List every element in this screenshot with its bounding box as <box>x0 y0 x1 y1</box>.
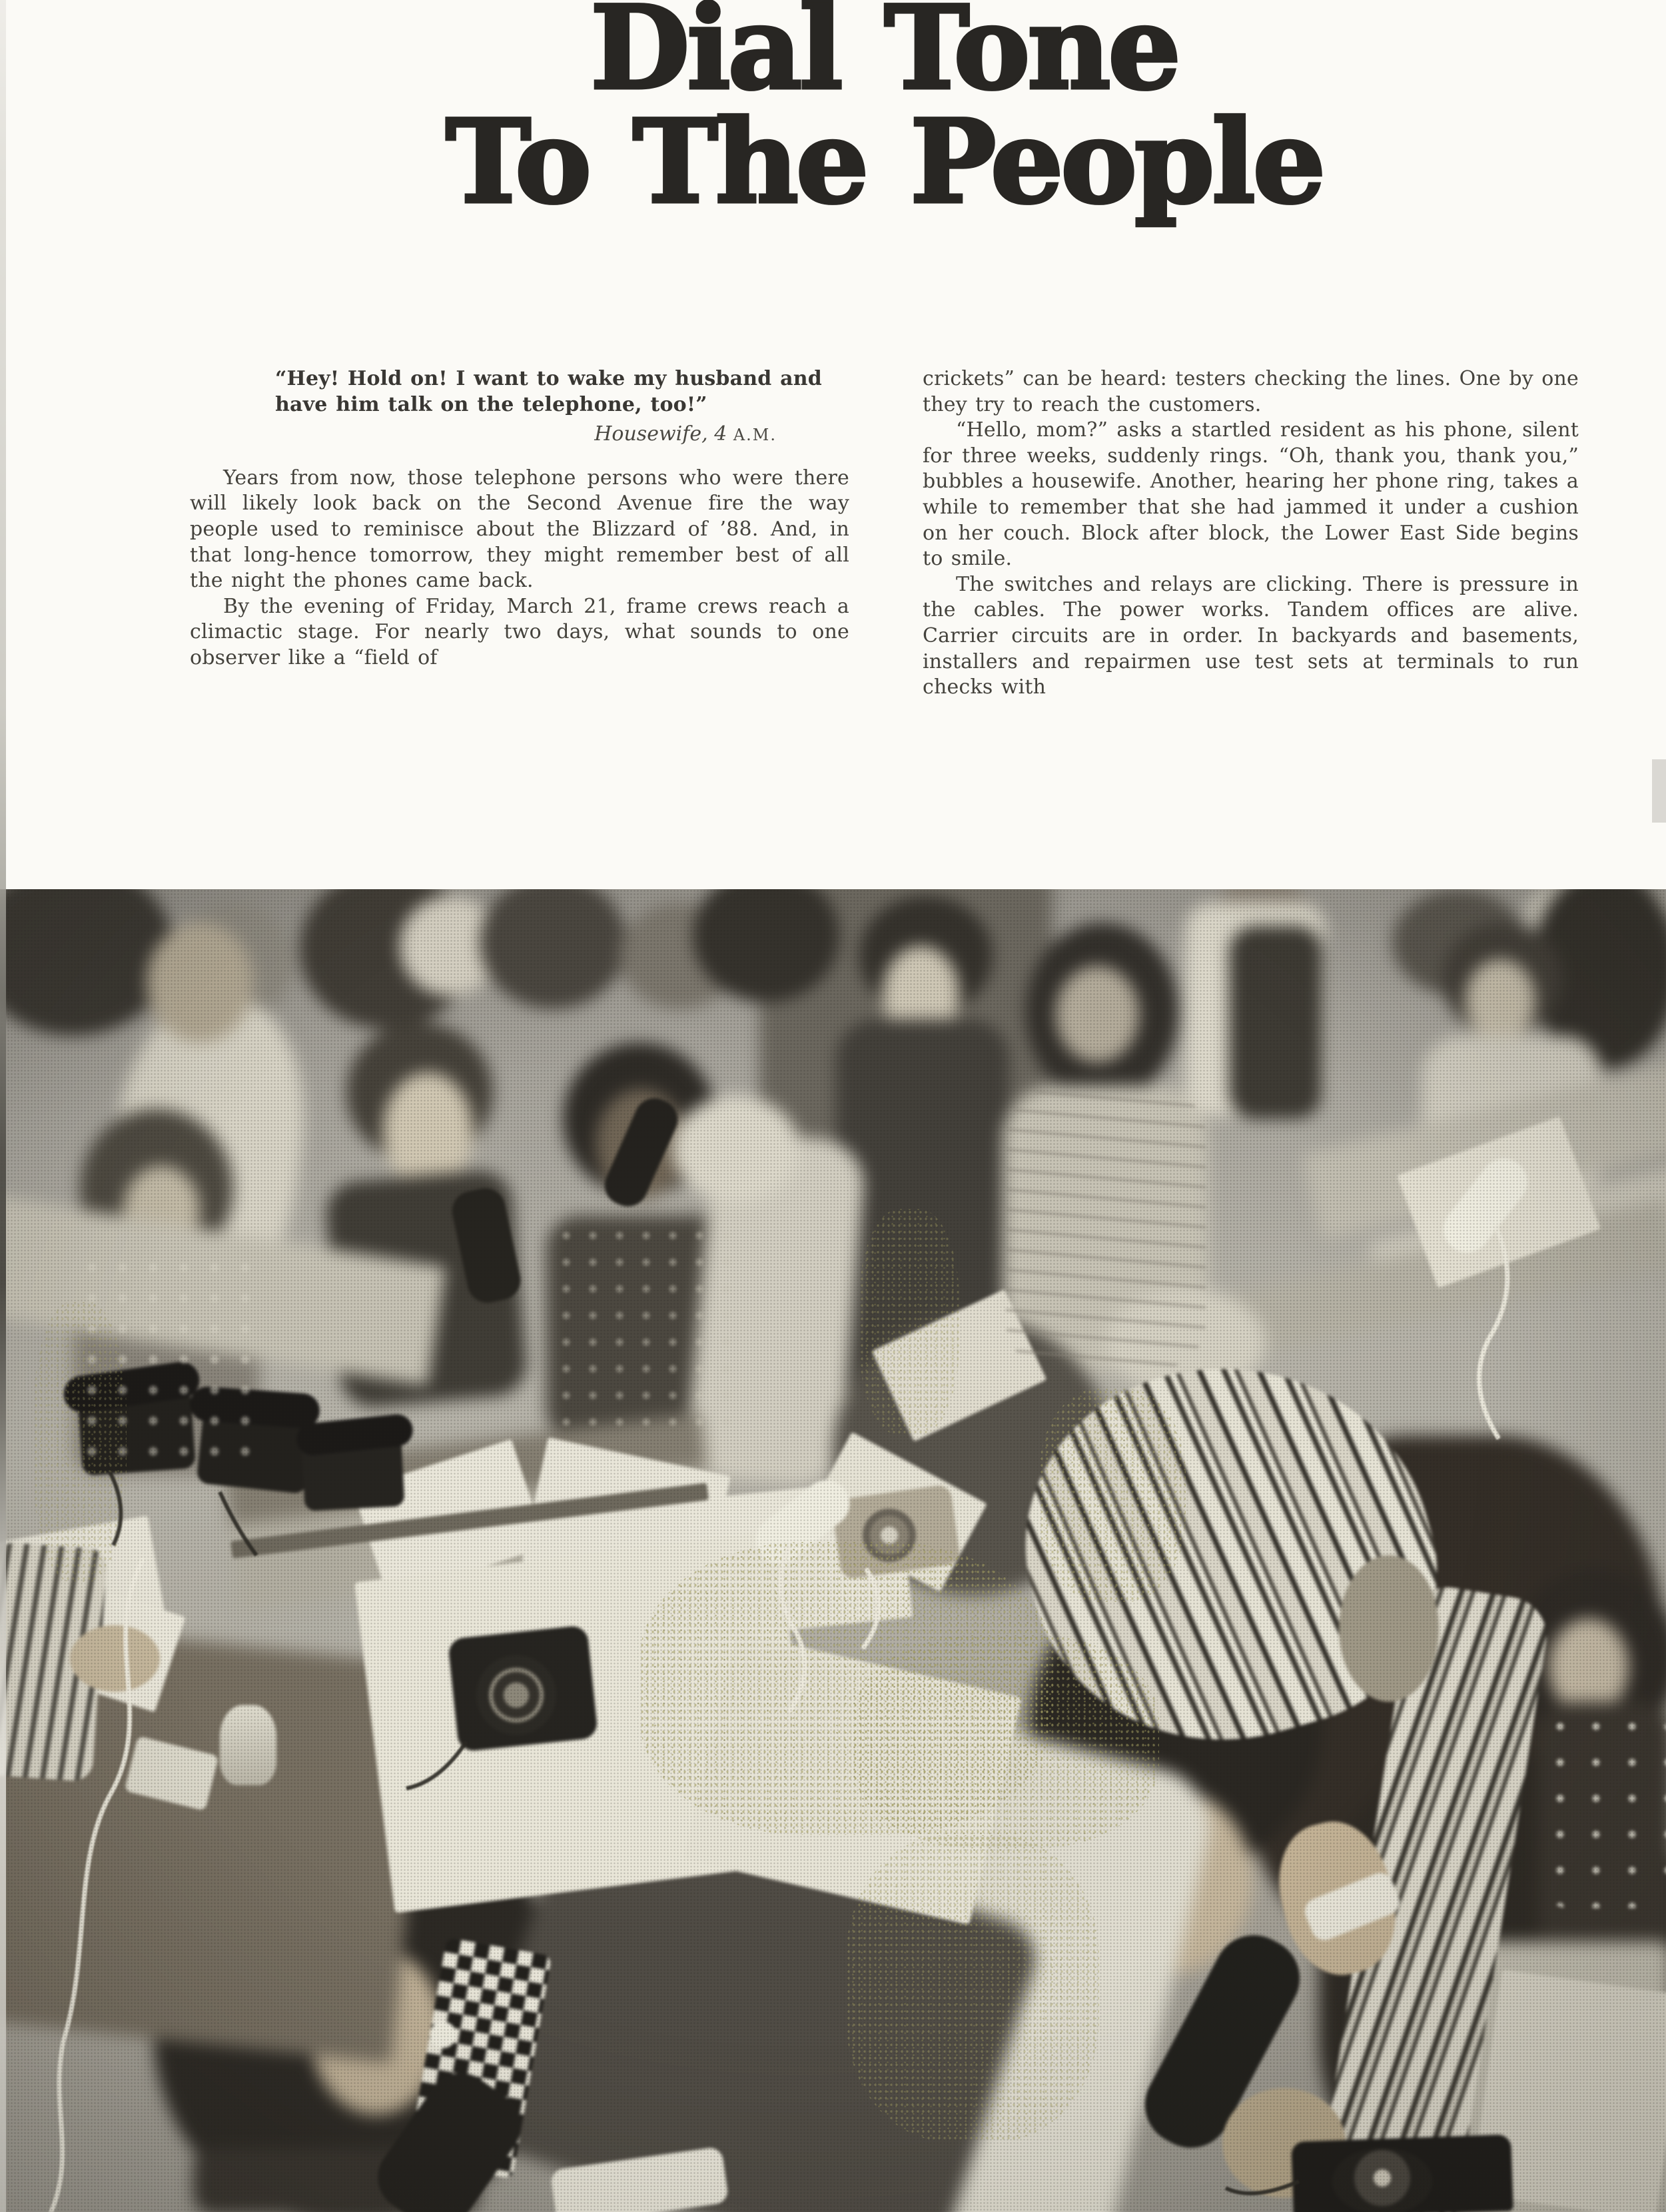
title-line-2: To The People <box>445 94 1324 229</box>
telephone-cords <box>0 889 1666 2212</box>
right-column <box>923 366 1579 701</box>
beige-phone-cord <box>863 1569 879 1649</box>
paragraph: Years from now, those telephone persons who were there will likely look back on the Second Avenue fire the way people used to reminisce about the Blizzard of ’88. And, in that long-hence tomorrow, they might remember best of all the night the phones came back. <box>190 466 849 593</box>
black-phone-cord <box>406 1742 466 1788</box>
paragraph: By the evening of Friday, March 21, frame crews reach a climactic stage. For nearly two days, what sounds to one observer like a “field of <box>190 594 849 669</box>
paragraph: crickets” can be heard: testers checking the lines. One by one they try to reach the customers. <box>923 367 1579 416</box>
attribution-time: 4 <box>714 422 727 446</box>
black-phone-cord <box>220 1492 256 1555</box>
attribution-period: A.M. <box>733 426 777 445</box>
paragraph: The switches and relays are clicking. There is pressure in the cables. The power works. Tandem offices are alive. Carrier circuits are in order. In backyards and basements, installers and repairmen use test sets at terminals to run checks with <box>923 572 1579 699</box>
white-cord-center <box>781 1545 805 1712</box>
paragraph: “Hello, mom?” asks a startled resident as his phone, silent for three weeks, suddenly rings. “Oh, thank you, thank you,” bubbles a housewife. Another, hearing her phone ring, takes a while to remember that she had jammed it under a cushion on her couch. Block after block, the Lower East Side begins to smile. <box>923 418 1579 571</box>
pull-quote <box>275 366 838 448</box>
crowd-telephone-photo <box>0 889 1666 2212</box>
pull-quote-text: “Hey! Hold on! I want to wake my husband and have him talk on the telephone, too!” <box>275 367 822 416</box>
white-cord-left <box>50 1559 143 2212</box>
title-line-1: Dial Tone <box>590 0 1178 115</box>
attribution-name: Housewife, <box>594 422 708 446</box>
black-phone-cord <box>110 1472 121 1545</box>
article-title <box>190 0 1579 229</box>
scan-edge-line <box>0 0 6 2212</box>
left-column <box>190 366 849 671</box>
white-cord-right <box>1479 1226 1507 1439</box>
pull-quote-attribution <box>275 422 838 448</box>
black-phone-cord <box>1226 2181 1299 2193</box>
scan-edge-mark <box>1652 759 1666 823</box>
